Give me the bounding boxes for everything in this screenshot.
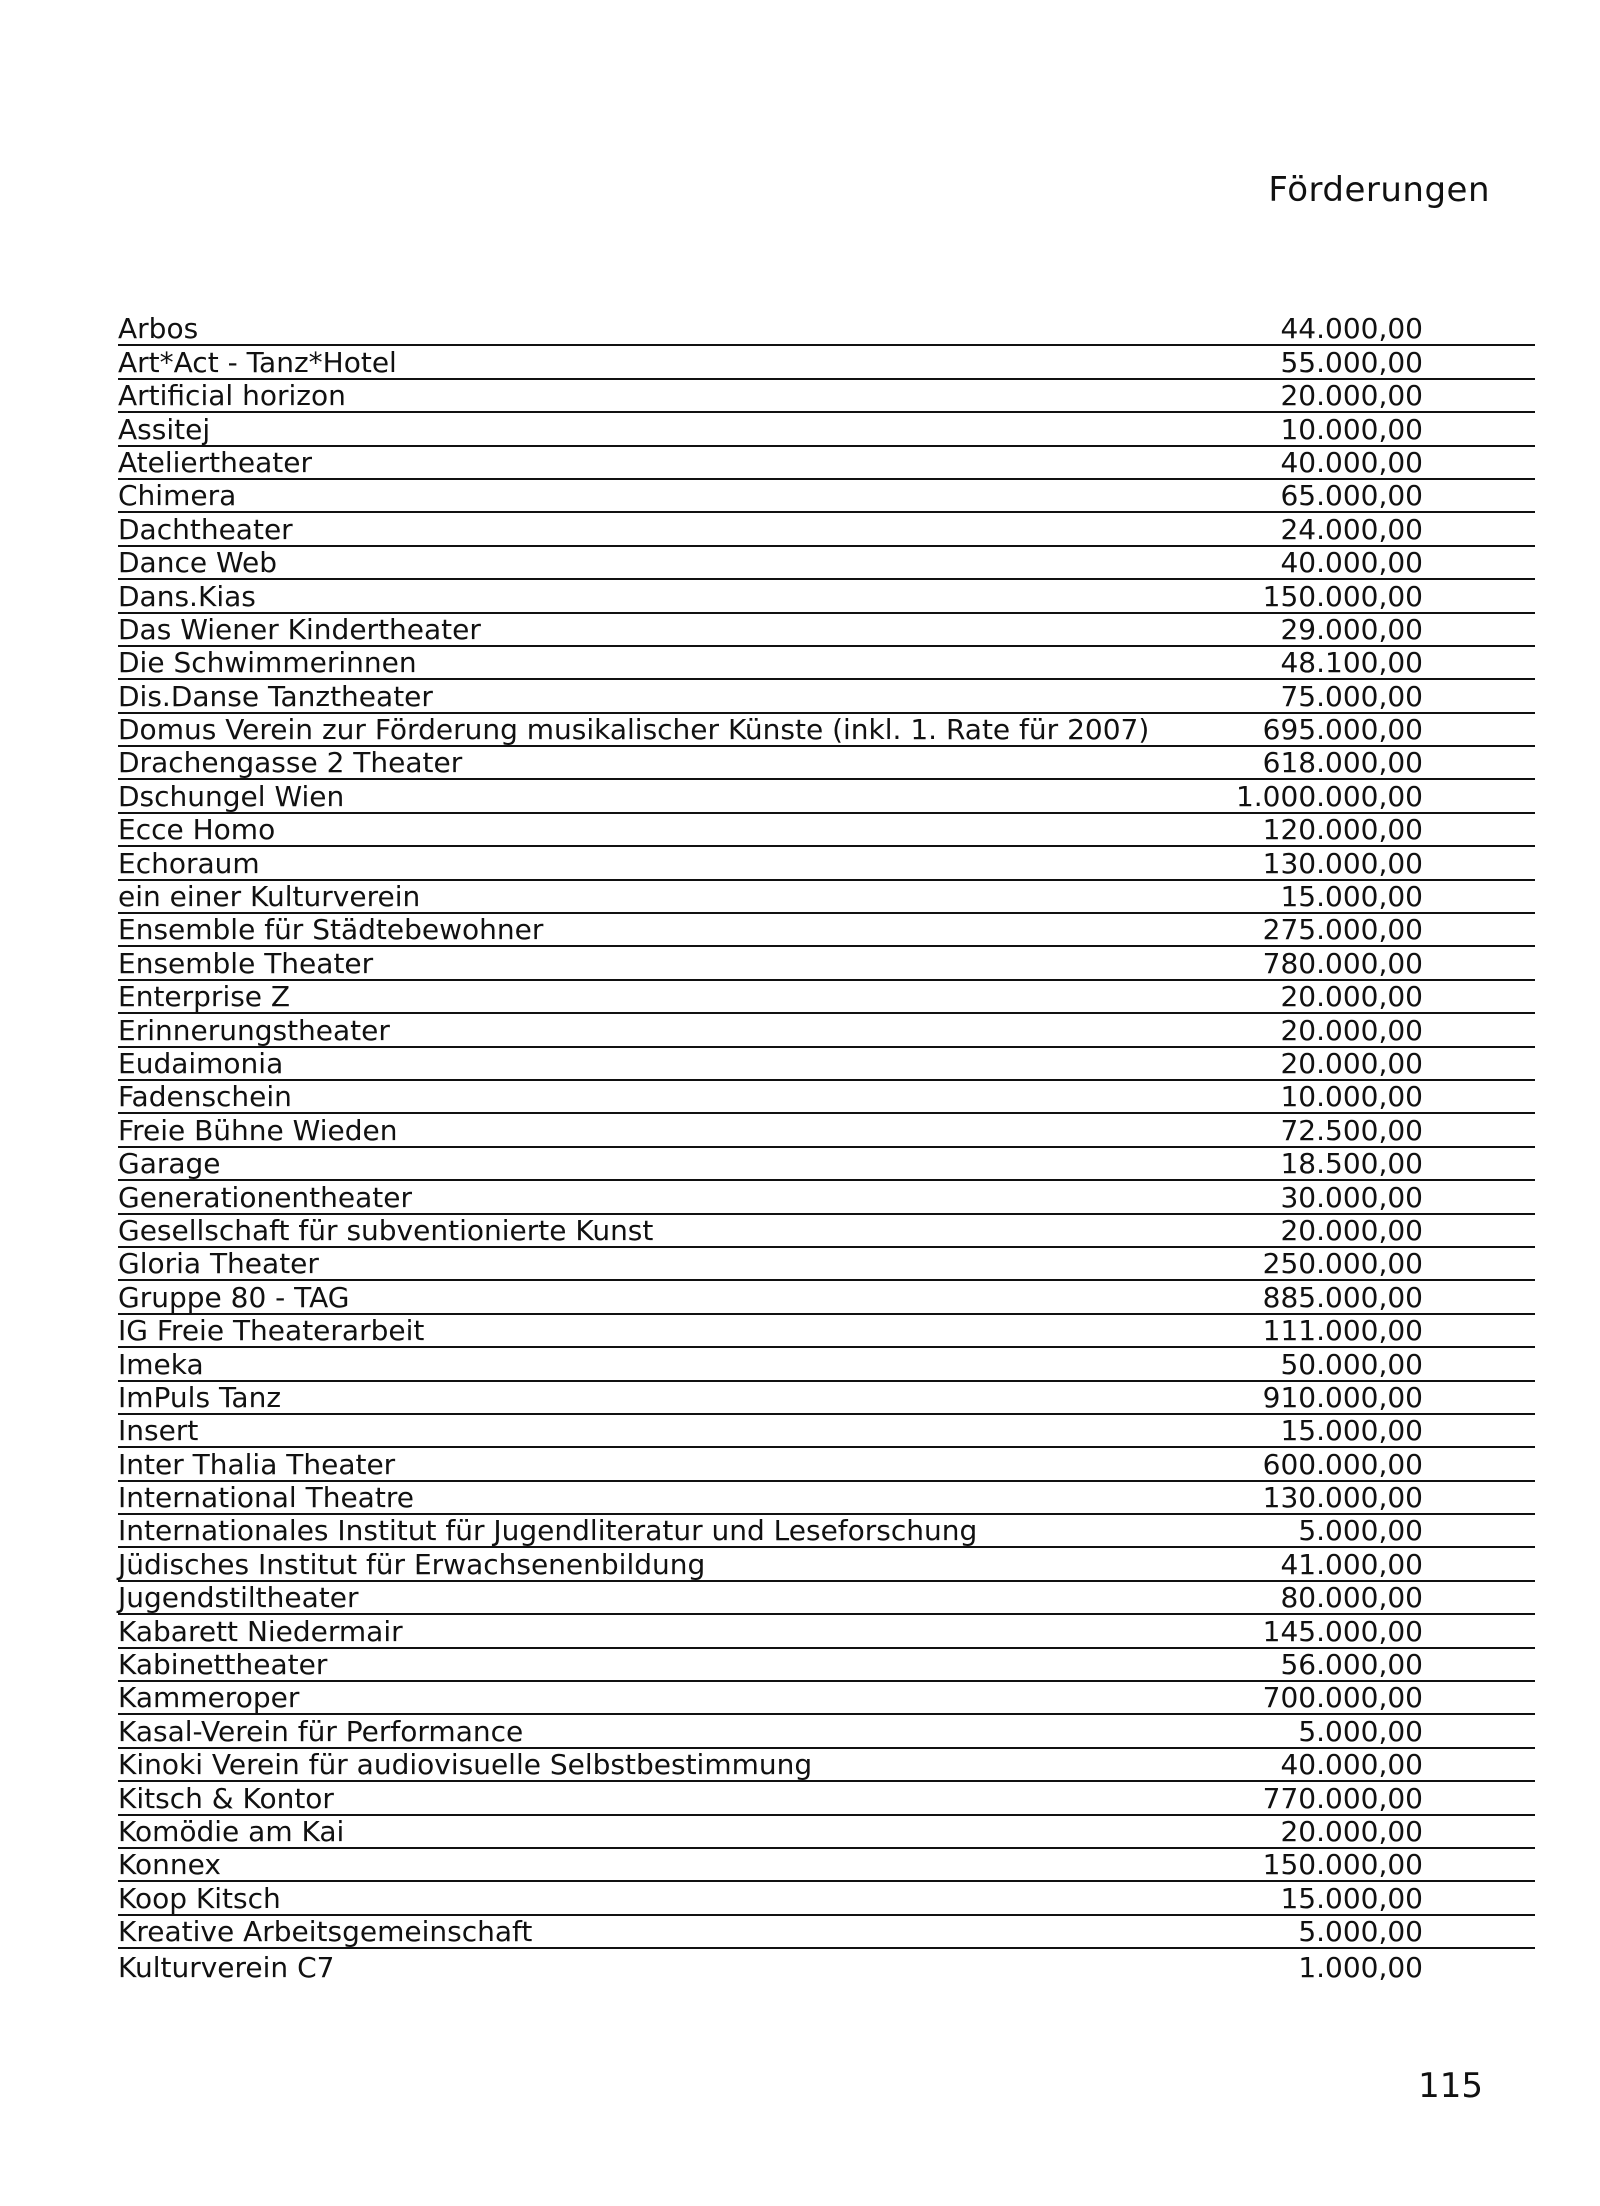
table-row (118, 1882, 1535, 1915)
funding-amount: 20.000,00 (1280, 379, 1423, 413)
organization-name: Die Schwimmerinnen (118, 646, 417, 680)
table-row (118, 413, 1535, 446)
table-row (118, 947, 1535, 980)
funding-amount: 41.000,00 (1280, 1547, 1423, 1581)
organization-name: Dachtheater (118, 512, 293, 546)
table-row (118, 1415, 1535, 1448)
funding-amount: 80.000,00 (1280, 1581, 1423, 1615)
table-row (118, 780, 1535, 813)
table-row (118, 1715, 1535, 1748)
funding-amount: 275.000,00 (1262, 913, 1423, 947)
funding-amount: 20.000,00 (1280, 1046, 1423, 1080)
funding-amount: 910.000,00 (1262, 1380, 1423, 1414)
table-row (118, 346, 1535, 379)
organization-name: Dans.Kias (118, 579, 256, 613)
organization-name: Freie Bühne Wieden (118, 1113, 398, 1147)
table-row (118, 1348, 1535, 1381)
organization-name: Koop Kitsch (118, 1881, 281, 1915)
funding-amount: 15.000,00 (1280, 1414, 1423, 1448)
table-row (118, 1615, 1535, 1648)
organization-name: Insert (118, 1414, 199, 1448)
organization-name: Drachengasse 2 Theater (118, 746, 463, 780)
organization-name: Domus Verein zur Förderung musikalischer Künste (inkl. 1. Rate für 2007) (118, 713, 1150, 747)
table-row (118, 1515, 1535, 1548)
organization-name: Kinoki Verein für audiovisuelle Selbstbestimmung (118, 1748, 813, 1782)
organization-name: Chimera (118, 479, 237, 513)
organization-name: Ensemble Theater (118, 946, 374, 980)
organization-name: Dschungel Wien (118, 779, 345, 813)
funding-amount: 130.000,00 (1262, 1481, 1423, 1515)
funding-amount: 5.000,00 (1298, 1915, 1423, 1949)
funding-amount: 250.000,00 (1262, 1247, 1423, 1281)
funding-amount: 5.000,00 (1298, 1514, 1423, 1548)
funding-table (118, 313, 1535, 1983)
organization-name: Dance Web (118, 546, 278, 580)
table-row (118, 1582, 1535, 1615)
table-row (118, 580, 1535, 613)
funding-amount: 780.000,00 (1262, 946, 1423, 980)
table-row (118, 1682, 1535, 1715)
funding-amount: 29.000,00 (1280, 612, 1423, 646)
table-row (118, 313, 1535, 346)
organization-name: Ensemble für Städtebewohner (118, 913, 544, 947)
organization-name: Ateliertheater (118, 445, 312, 479)
table-row (118, 380, 1535, 413)
funding-amount: 130.000,00 (1262, 846, 1423, 880)
organization-name: Eudaimonia (118, 1046, 284, 1080)
table-row (118, 814, 1535, 847)
table-row (118, 1148, 1535, 1181)
table-row (118, 614, 1535, 647)
table-row (118, 981, 1535, 1014)
organization-name: Das Wiener Kindertheater (118, 612, 481, 646)
funding-amount: 10.000,00 (1280, 1080, 1423, 1114)
organization-name: Gesellschaft für subventionierte Kunst (118, 1213, 654, 1247)
funding-amount: 695.000,00 (1262, 713, 1423, 747)
table-row (118, 1181, 1535, 1214)
funding-amount: 44.000,00 (1280, 312, 1423, 346)
funding-amount: 15.000,00 (1280, 1881, 1423, 1915)
table-row (118, 1114, 1535, 1147)
funding-amount: 618.000,00 (1262, 746, 1423, 780)
funding-amount: 56.000,00 (1280, 1648, 1423, 1682)
table-row (118, 1281, 1535, 1314)
funding-amount: 75.000,00 (1280, 679, 1423, 713)
table-row (118, 1816, 1535, 1849)
organization-name: International Theatre (118, 1481, 414, 1515)
organization-name: Imeka (118, 1347, 204, 1381)
table-row (118, 1916, 1535, 1949)
organization-name: Echoraum (118, 846, 260, 880)
organization-name: Inter Thalia Theater (118, 1447, 396, 1481)
organization-name: Art*Act - Tanz*Hotel (118, 345, 397, 379)
table-row (118, 714, 1535, 747)
table-row (118, 1448, 1535, 1481)
table-row (118, 914, 1535, 947)
page-number: 115 (1418, 2066, 1483, 2106)
organization-name: ImPuls Tanz (118, 1380, 282, 1414)
organization-name: Enterprise Z (118, 980, 291, 1014)
organization-name: Kammeroper (118, 1681, 300, 1715)
table-row (118, 1081, 1535, 1114)
organization-name: IG Freie Theaterarbeit (118, 1314, 425, 1348)
organization-name: Gruppe 80 - TAG (118, 1280, 350, 1314)
table-row (118, 1548, 1535, 1581)
funding-amount: 48.100,00 (1280, 646, 1423, 680)
organization-name: ein einer Kulturverein (118, 880, 421, 914)
funding-amount: 885.000,00 (1262, 1280, 1423, 1314)
organization-name: Fadenschein (118, 1080, 292, 1114)
funding-amount: 50.000,00 (1280, 1347, 1423, 1381)
organization-name: Kasal-Verein für Performance (118, 1714, 524, 1748)
funding-amount: 20.000,00 (1280, 1213, 1423, 1247)
organization-name: Jugendstiltheater (118, 1581, 359, 1615)
table-row (118, 1014, 1535, 1047)
organization-name: Kabinettheater (118, 1648, 328, 1682)
funding-amount: 770.000,00 (1262, 1781, 1423, 1815)
table-row (118, 1248, 1535, 1281)
organization-name: Erinnerungstheater (118, 1013, 390, 1047)
table-row (118, 647, 1535, 680)
table-row (118, 480, 1535, 513)
funding-amount: 600.000,00 (1262, 1447, 1423, 1481)
page-title: Förderungen (1268, 170, 1490, 210)
funding-amount: 1.000,00 (1298, 1950, 1423, 1984)
table-row (118, 1849, 1535, 1882)
table-row (118, 1949, 1535, 1982)
table-row (118, 547, 1535, 580)
table-row (118, 1382, 1535, 1415)
funding-amount: 15.000,00 (1280, 880, 1423, 914)
funding-amount: 111.000,00 (1262, 1314, 1423, 1348)
organization-name: Internationales Institut für Jugendliteratur und Leseforschung (118, 1514, 978, 1548)
organization-name: Ecce Homo (118, 813, 276, 847)
organization-name: Assitej (118, 412, 211, 446)
organization-name: Gloria Theater (118, 1247, 319, 1281)
funding-amount: 10.000,00 (1280, 412, 1423, 446)
organization-name: Konnex (118, 1848, 221, 1882)
funding-amount: 40.000,00 (1280, 445, 1423, 479)
funding-amount: 5.000,00 (1298, 1714, 1423, 1748)
table-row (118, 1048, 1535, 1081)
funding-amount: 20.000,00 (1280, 1814, 1423, 1848)
organization-name: Generationentheater (118, 1180, 412, 1214)
organization-name: Dis.Danse Tanztheater (118, 679, 433, 713)
organization-name: Jüdisches Institut für Erwachsenenbildung (118, 1547, 706, 1581)
table-row (118, 447, 1535, 480)
table-row (118, 1315, 1535, 1348)
funding-amount: 72.500,00 (1280, 1113, 1423, 1147)
table-row (118, 1482, 1535, 1515)
funding-amount: 145.000,00 (1262, 1614, 1423, 1648)
organization-name: Kreative Arbeitsgemeinschaft (118, 1915, 533, 1949)
funding-amount: 40.000,00 (1280, 1748, 1423, 1782)
funding-amount: 18.500,00 (1280, 1147, 1423, 1181)
funding-amount: 24.000,00 (1280, 512, 1423, 546)
funding-amount: 20.000,00 (1280, 1013, 1423, 1047)
funding-amount: 120.000,00 (1262, 813, 1423, 847)
organization-name: Garage (118, 1147, 221, 1181)
funding-amount: 1.000.000,00 (1235, 779, 1423, 813)
organization-name: Komödie am Kai (118, 1814, 345, 1848)
organization-name: Kitsch & Kontor (118, 1781, 334, 1815)
funding-amount: 40.000,00 (1280, 546, 1423, 580)
funding-amount: 20.000,00 (1280, 980, 1423, 1014)
table-row (118, 680, 1535, 713)
table-row (118, 1749, 1535, 1782)
funding-amount: 30.000,00 (1280, 1180, 1423, 1214)
organization-name: Kulturverein C7 (118, 1950, 335, 1984)
funding-amount: 65.000,00 (1280, 479, 1423, 513)
organization-name: Artificial horizon (118, 379, 346, 413)
table-row (118, 513, 1535, 546)
table-row (118, 1782, 1535, 1815)
table-row (118, 747, 1535, 780)
funding-amount: 150.000,00 (1262, 579, 1423, 613)
funding-amount: 150.000,00 (1262, 1848, 1423, 1882)
table-row (118, 881, 1535, 914)
table-row (118, 1215, 1535, 1248)
table-row (118, 1649, 1535, 1682)
funding-amount: 700.000,00 (1262, 1681, 1423, 1715)
organization-name: Arbos (118, 312, 199, 346)
organization-name: Kabarett Niedermair (118, 1614, 403, 1648)
funding-amount: 55.000,00 (1280, 345, 1423, 379)
table-row (118, 847, 1535, 880)
